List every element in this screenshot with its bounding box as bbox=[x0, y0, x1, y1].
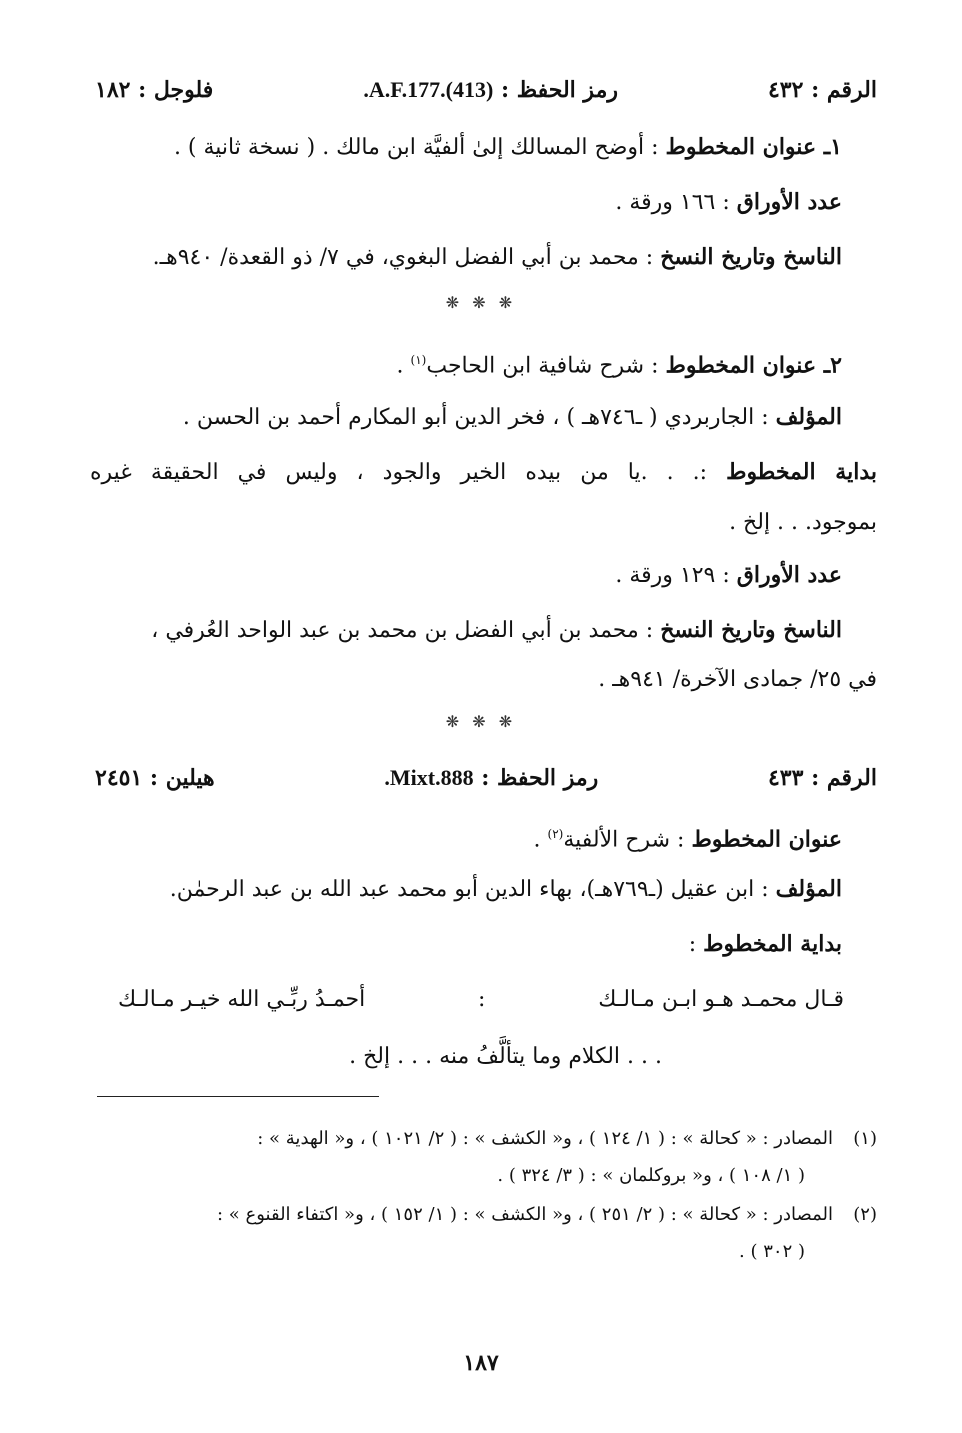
ms3-title-end: . bbox=[533, 827, 548, 853]
ms3-incipit-label: بداية المخطوط bbox=[703, 931, 842, 957]
shelfmark-label: رمز الحفظ : bbox=[500, 77, 618, 103]
shelfmark-value: .A.F.177.(413) bbox=[363, 77, 494, 102]
ms2-incipit bbox=[90, 452, 877, 493]
shelfmark bbox=[384, 765, 598, 791]
ms2-incipit-continued: بموجود. . . إلخ . bbox=[729, 510, 877, 535]
ms2-title-label: ٢ـ عنوان المخطوط bbox=[665, 352, 842, 379]
verse-ending: . . . الكلام وما يتألَّفُ منه . . . إلخ . bbox=[349, 1044, 662, 1069]
footnote-text: المصادر : « كحالة » : ( ١/ ١٢٤ ) ، و« الكشف » : ( ٢/ ١٠٢١ ) ، و« الهدية » : bbox=[257, 1128, 833, 1149]
ms2-author-value: : الجاربردي ( ـ٧٤٦هـ ) ، فخر الدين أبو المكارم أحمد بن الحسن . bbox=[182, 405, 776, 430]
footnote-number: (١) bbox=[853, 1128, 877, 1149]
ms2-author-label: المؤلف bbox=[775, 404, 842, 430]
catalog-reference: فلوجل : ١٨٢ bbox=[95, 77, 214, 103]
ms3-incipit-value: : bbox=[688, 932, 704, 957]
entry-number: الرقم : ٤٣٣ bbox=[767, 765, 877, 791]
entry-number: الرقم : ٤٣٢ bbox=[767, 77, 877, 103]
footnote-number: (٢) bbox=[853, 1204, 877, 1225]
entry-433-header bbox=[95, 758, 877, 798]
ms2-incipit-label: بداية المخطوط bbox=[726, 459, 877, 485]
ms2-copyist-continued: في ٢٥/ جمادى الآخرة/ ٩٤١هـ . bbox=[598, 667, 877, 692]
ms2-title-value: : شرح شافية ابن الحاجب bbox=[426, 353, 666, 379]
ms2-leaves bbox=[90, 555, 842, 596]
ms2-title bbox=[90, 340, 842, 386]
ms1-title-value: : أوضح المسالك إلىٰ ألفيَّة ابن مالك . ( نسخة ثانية ) . bbox=[173, 135, 666, 160]
ms3-title-value: : شرح الألفية bbox=[563, 827, 692, 853]
ms3-title-label: عنوان المخطوط bbox=[691, 826, 842, 853]
footnote-1 bbox=[88, 1123, 877, 1155]
ms3-incipit bbox=[90, 924, 842, 965]
ms1-copyist-value: : محمد بن أبي الفضل البغوي، في ٧/ ذو القعدة/ ٩٤٠هـ. bbox=[152, 245, 661, 270]
ms2-incipit-value: :. . .يا من بيده الخير والجود ، وليس في الحقيقة غيره bbox=[90, 460, 727, 485]
verse-separator: : bbox=[478, 987, 486, 1012]
shelfmark bbox=[363, 77, 618, 103]
ms3-author-value: : ابن عقيل (ـ٧٦٩هـ)، بهاء الدين أبو محمد عبد الله بن عبد الرحمٰن. bbox=[169, 877, 776, 902]
ms2-copyist bbox=[90, 610, 842, 651]
ms1-copyist bbox=[90, 237, 842, 278]
ms2-leaves-label: عدد الأوراق bbox=[736, 562, 842, 588]
ms1-leaves bbox=[90, 182, 842, 223]
section-separator: ❋ ❋ ❋ bbox=[445, 293, 517, 312]
verse-first-hemistich: قـال محمـد هـو ابـن مـالـك bbox=[598, 987, 844, 1012]
ms1-leaves-label: عدد الأوراق bbox=[736, 189, 842, 215]
ms1-copyist-label: الناسخ وتاريخ النسخ bbox=[660, 244, 842, 270]
footnote-ref-2: (٢) bbox=[547, 827, 564, 841]
footnote-ref-1: (١) bbox=[410, 353, 427, 367]
ms3-author bbox=[90, 869, 842, 910]
section-separator: ❋ ❋ ❋ bbox=[445, 712, 517, 731]
page-number: ١٨٧ bbox=[463, 1350, 499, 1376]
footnote-1-continued: ( ١/ ١٠٨ ) ، و« بروكلمان » : ( ٣/ ٣٢٤ ) . bbox=[497, 1165, 805, 1186]
ms2-leaves-value: : ١٢٩ ورقة . bbox=[615, 563, 737, 588]
shelfmark-label: رمز الحفظ : bbox=[481, 765, 599, 791]
verse-second-hemistich: أحمـدُ ربِّـي الله خيـر مـالـك bbox=[118, 987, 366, 1012]
verse-line bbox=[118, 980, 844, 1020]
footnote-text: المصادر : « كحالة » : ( ٢/ ٢٥١ ) ، و« الكشف » : ( ١/ ١٥٢ ) ، و« اكتفاء القنوع » : bbox=[216, 1204, 833, 1225]
ms1-title-label: ١ـ عنوان المخطوط bbox=[665, 134, 842, 160]
ms2-title-end: . bbox=[396, 353, 411, 379]
footnote-2 bbox=[88, 1199, 877, 1231]
ms1-leaves-value: : ١٦٦ ورقة . bbox=[615, 190, 737, 215]
shelfmark-value: .Mixt.888 bbox=[384, 765, 474, 790]
ms2-copyist-label: الناسخ وتاريخ النسخ bbox=[660, 617, 842, 643]
ms3-author-label: المؤلف bbox=[775, 876, 842, 902]
ms3-title bbox=[90, 814, 842, 860]
ms1-title bbox=[90, 127, 842, 168]
footnote-divider bbox=[97, 1096, 379, 1097]
entry-432-header bbox=[95, 70, 877, 110]
footnote-2-continued: ( ٣٠٢ ) . bbox=[739, 1241, 805, 1262]
ms2-copyist-value: : محمد بن أبي الفضل بن محمد بن عبد الواحد العُرفي ، bbox=[151, 618, 661, 643]
ms2-author bbox=[90, 397, 842, 438]
catalog-reference: هيلين : ٢٤٥١ bbox=[95, 765, 215, 791]
